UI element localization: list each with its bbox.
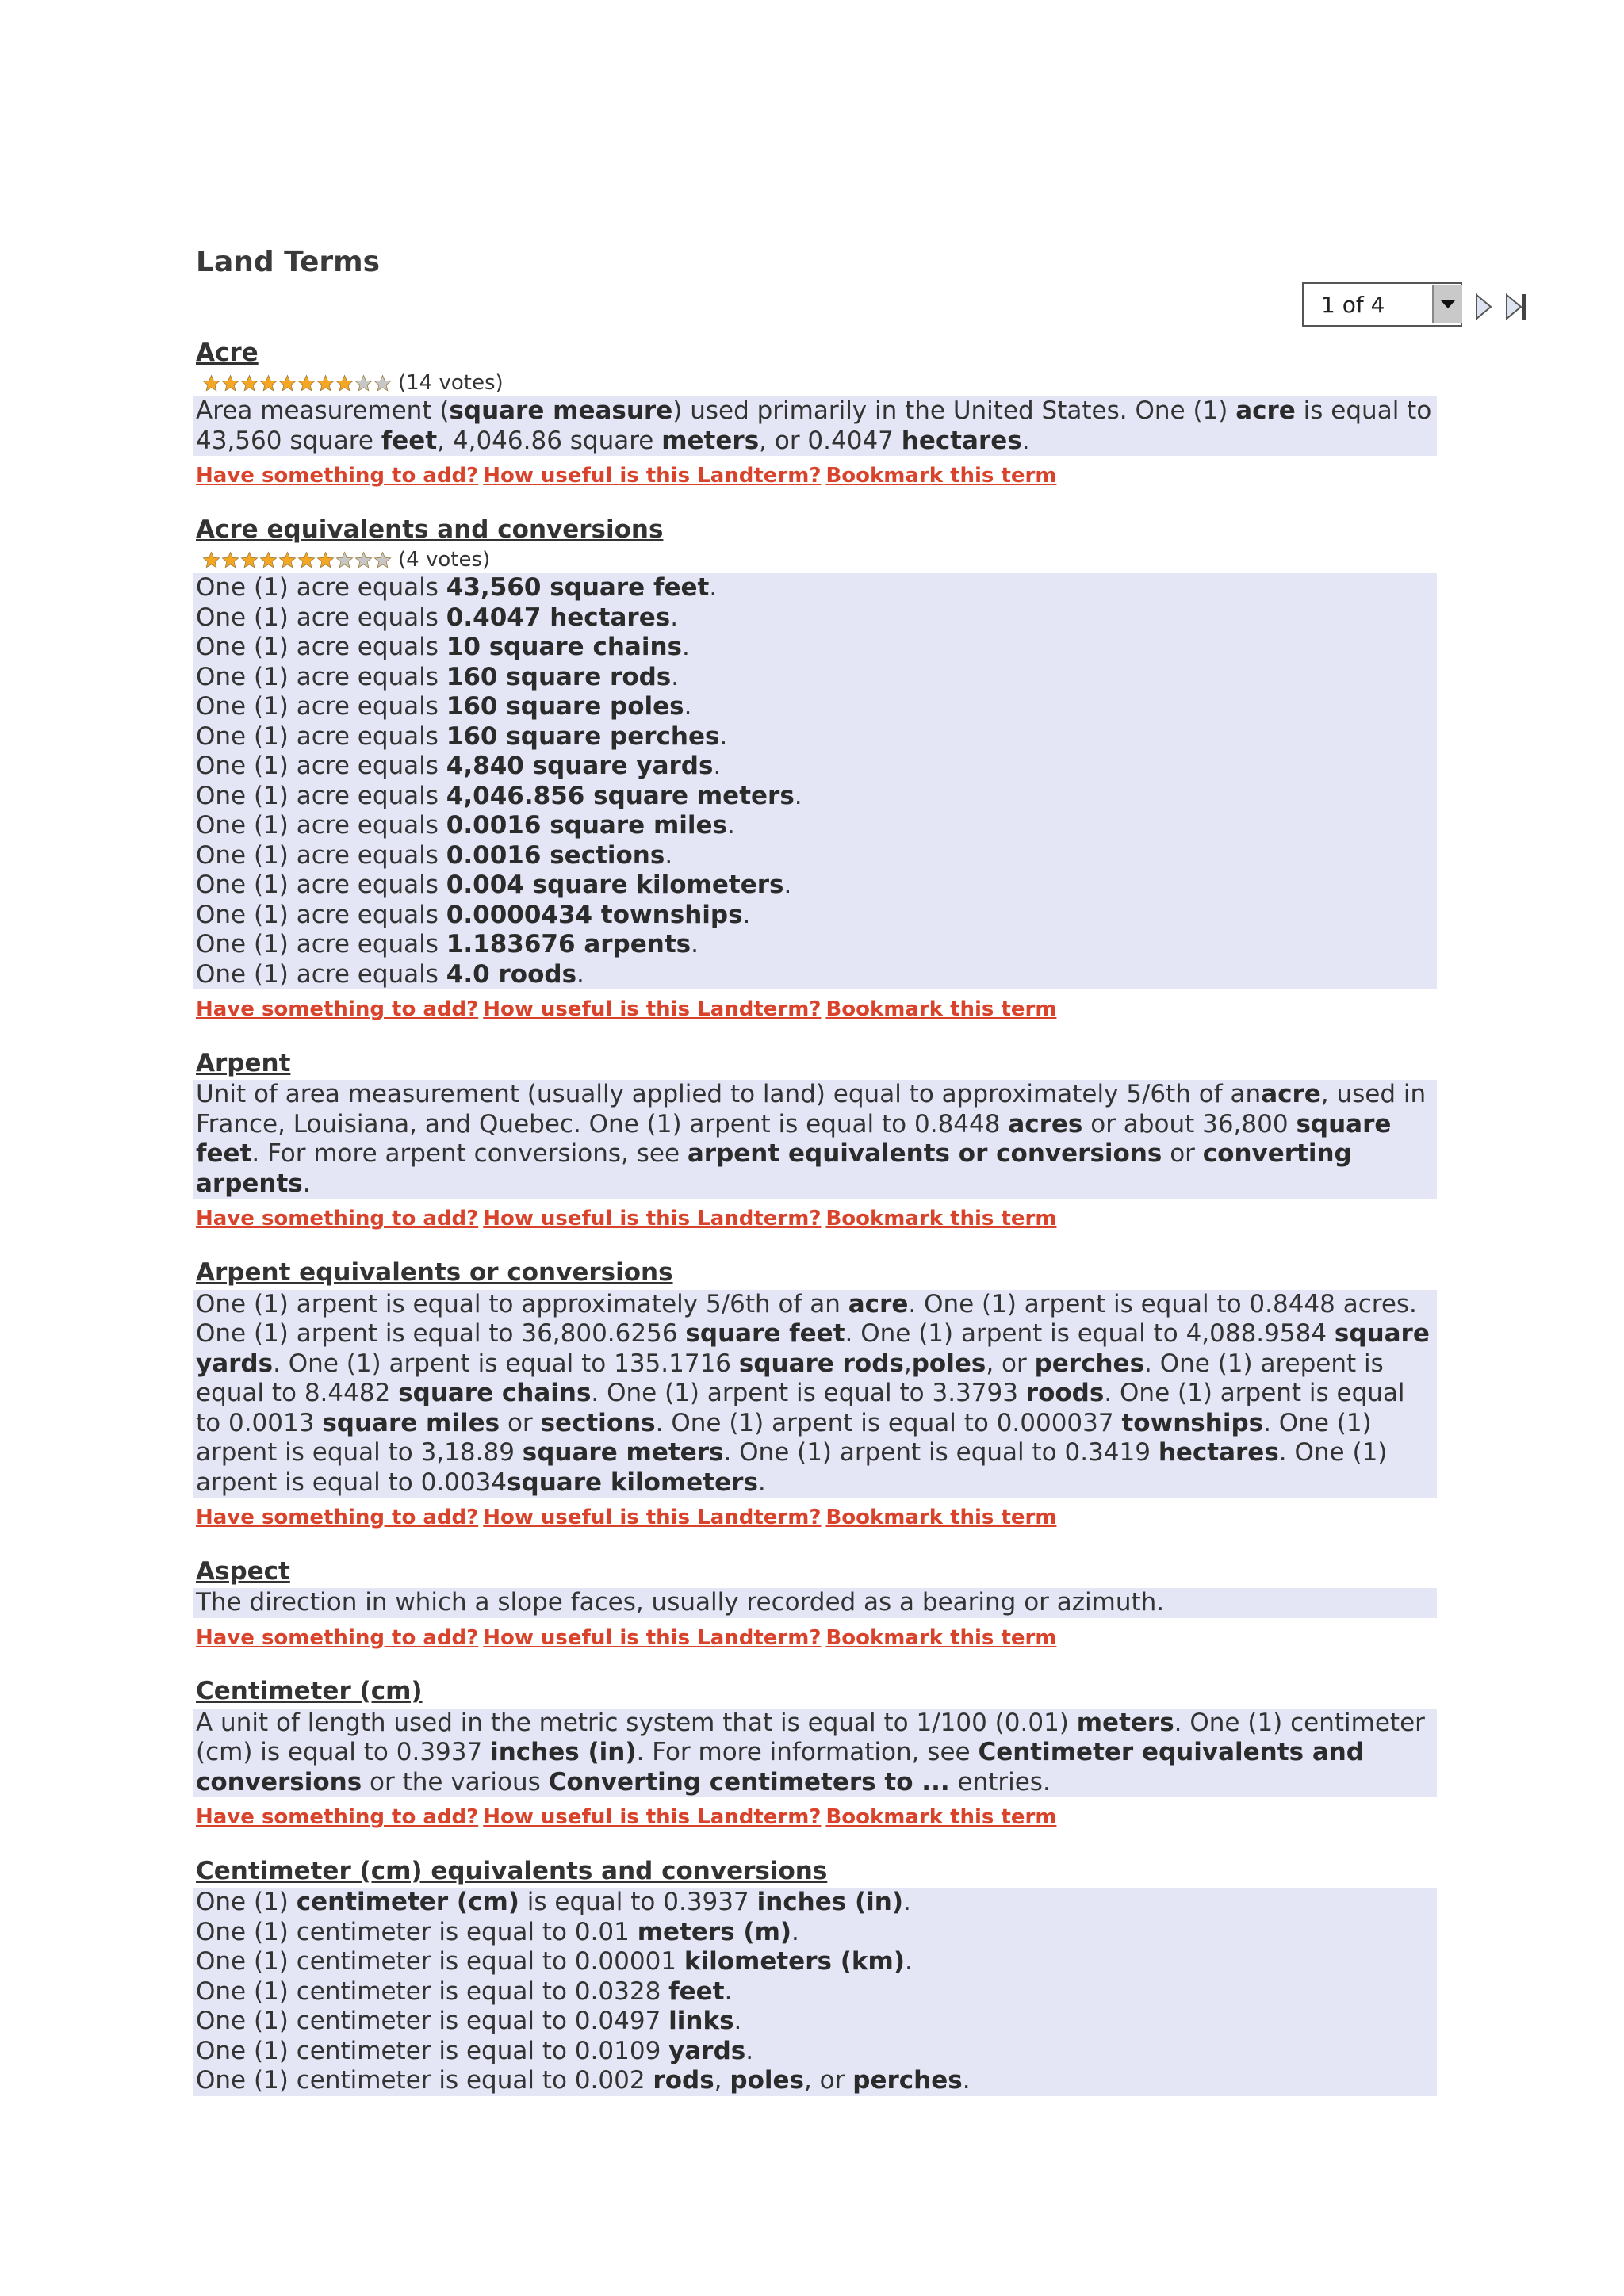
definition-keyword: 1.183676 arpents (446, 930, 691, 959)
bookmark-term-link[interactable]: Bookmark this term (825, 1506, 1057, 1530)
definition-text: One (1) centimeter is equal to 0.002 (196, 2066, 653, 2095)
add-comment-link[interactable]: Have something to add? (196, 1805, 479, 1830)
last-page-icon[interactable] (1504, 293, 1528, 321)
definition-text: One (1) acre equals (196, 752, 446, 781)
rate-term-link[interactable]: How useful is this Landterm? (483, 464, 822, 488)
definition-text: . (962, 2066, 971, 2095)
definition-text: . (670, 603, 679, 632)
pager (1108, 280, 1434, 327)
star-icon[interactable] (240, 374, 259, 392)
definition-text: One (1) acre equals (196, 633, 446, 662)
definition-text: . (713, 752, 722, 781)
star-rating[interactable] (202, 374, 392, 392)
star-rating[interactable] (202, 551, 392, 569)
term-actions (196, 1625, 1434, 1652)
definition-text: . For more information, see (636, 1738, 979, 1767)
bookmark-term-link[interactable]: Bookmark this term (825, 1207, 1057, 1231)
vote-count: (14 votes) (398, 371, 504, 396)
add-comment-link[interactable]: Have something to add? (196, 464, 479, 488)
definition-text: . One (1) centimeter (cm) is equal to 0.3937 (196, 1708, 1425, 1767)
definition-line (196, 841, 1434, 871)
definition-line (196, 782, 1434, 812)
term-entry (196, 1675, 1434, 1831)
definition-text: One (1) acre equals (196, 603, 446, 632)
star-icon[interactable] (259, 374, 278, 392)
definition-keyword: inches (in) (490, 1738, 637, 1767)
definition-keyword: yards (668, 2036, 746, 2065)
definition-keyword: kilometers (km) (684, 1947, 905, 1976)
definition-text: ) used primarily in the United States. One (1) (672, 396, 1236, 426)
term-definition (193, 573, 1437, 989)
definition-text: . (684, 692, 692, 721)
star-icon[interactable] (335, 551, 354, 569)
term-title-link[interactable]: Aspect (196, 1556, 290, 1586)
definition-keyword: meters (661, 426, 760, 455)
definition-text: , (903, 1349, 912, 1378)
definition-text: . For more arpent conversions, see (251, 1139, 688, 1169)
definition-keyword: poles (911, 1349, 986, 1378)
rate-term-link[interactable]: How useful is this Landterm? (483, 1805, 822, 1830)
next-page-icon[interactable] (1474, 293, 1493, 321)
definition-keyword: 0.0016 square miles (446, 811, 727, 840)
rate-term-link[interactable]: How useful is this Landterm? (483, 1506, 822, 1530)
term-title-link[interactable]: Arpent (196, 1049, 291, 1078)
star-icon[interactable] (354, 374, 373, 392)
add-comment-link[interactable]: Have something to add? (196, 1506, 479, 1530)
definition-keyword: sections (540, 1408, 656, 1437)
term-title-link[interactable]: Acre equivalents and conversions (196, 515, 664, 545)
definition-keyword: hectares (901, 426, 1022, 455)
definition-keyword: Centimeter equivalents and conversions (196, 1738, 1364, 1797)
rating (202, 369, 1434, 396)
definition-text: . (719, 721, 728, 751)
term-title-link[interactable]: Centimeter (cm) equivalents and conversions (196, 1857, 828, 1886)
definition-keyword: hectares (1158, 1438, 1279, 1468)
definition-text: , used in France, Louisiana, and Quebec. One (1) arpent is equal to 0.8448 (196, 1080, 1427, 1138)
definition-text: . (691, 930, 699, 959)
star-icon[interactable] (354, 551, 373, 569)
definition-text: . (671, 662, 680, 691)
star-icon[interactable] (373, 551, 392, 569)
definition-keyword: 0.004 square kilometers (446, 871, 784, 900)
rate-term-link[interactable]: How useful is this Landterm? (483, 1207, 822, 1231)
definition-keyword: poles (730, 2066, 804, 2095)
definition-keyword: 0.0016 sections (446, 840, 665, 870)
definition-text: . (724, 1976, 733, 2006)
definition-text: . One (1) arpent is equal to 135.1716 (273, 1349, 739, 1378)
definition-text: One (1) acre equals (196, 840, 446, 870)
definition-text: . (742, 900, 751, 929)
definition-line (196, 871, 1434, 901)
definition-text: . (791, 1917, 799, 1946)
add-comment-link[interactable]: Have something to add? (196, 1207, 479, 1231)
definition-line (196, 1290, 1434, 1498)
definition-keyword: perches (1034, 1349, 1145, 1378)
definition-line (196, 930, 1434, 960)
definition-line (196, 1080, 1434, 1199)
definition-keyword: acre (1261, 1080, 1321, 1109)
star-icon[interactable] (335, 374, 354, 392)
definition-text: . (794, 781, 802, 810)
term-definition (193, 1888, 1437, 2096)
definition-text: One (1) centimeter is equal to 0.0109 (196, 2036, 669, 2065)
definition-line (196, 573, 1434, 603)
definition-keyword: perches (852, 2066, 963, 2095)
star-icon[interactable] (259, 551, 278, 569)
definition-text: . One (1) arpent is equal to 0.8448 acres. One (1) arpent is equal to 36,800.6256 (196, 1289, 1417, 1349)
page-select[interactable] (1302, 282, 1462, 327)
definition-keyword: arpent equivalents or conversions (687, 1139, 1162, 1169)
definition-keyword: links (668, 2007, 734, 2036)
definition-keyword: 43,560 square feet (446, 573, 710, 603)
definition-keyword: Converting centimeters to ... (548, 1767, 950, 1797)
star-icon[interactable] (316, 374, 335, 392)
definition-text: . (709, 573, 718, 603)
definition-text: One (1) arpent is equal to approximately 5/6th of an (196, 1289, 848, 1318)
definition-keyword: 4,046.856 square meters (446, 781, 795, 810)
definition-line (196, 960, 1434, 990)
definition-text: or the various (362, 1767, 549, 1797)
definition-text: . One (1) arpent is equal to 0.0034 (196, 1438, 1388, 1497)
page-title: Land Terms (196, 246, 381, 278)
definition-keyword: feet (668, 1976, 725, 2006)
definition-text: One (1) acre equals (196, 573, 446, 603)
star-icon[interactable] (316, 551, 335, 569)
star-icon[interactable] (221, 551, 239, 569)
term-title-link[interactable]: Centimeter (cm) (196, 1677, 423, 1706)
definition-text: The direction in which a slope faces, usually recorded as a bearing or azimuth. (196, 1588, 1165, 1617)
definition-text: entries. (949, 1767, 1051, 1797)
definition-text: One (1) centimeter is equal to 0.00001 (196, 1947, 684, 1976)
definition-text: , 4,046.86 square (437, 426, 662, 455)
term-entry (196, 1556, 1434, 1652)
definition-keyword: meters (1076, 1708, 1174, 1737)
bookmark-term-link[interactable]: Bookmark this term (825, 1805, 1057, 1830)
definition-text: . One (1) arpent is equal to 0.3419 (723, 1438, 1159, 1468)
term-actions (196, 997, 1434, 1024)
term-actions (196, 1206, 1434, 1233)
definition-text: . One (1) arpent is equal to 4,088.9584 (845, 1319, 1335, 1349)
definition-text: Area measurement ( (196, 396, 450, 426)
definition-text: One (1) acre equals (196, 692, 446, 721)
star-icon[interactable] (202, 374, 220, 392)
definition-text: One (1) acre equals (196, 781, 446, 810)
add-comment-link[interactable]: Have something to add? (196, 1625, 479, 1650)
definition-keyword: 0.0000434 townships (446, 900, 743, 929)
bookmark-term-link[interactable]: Bookmark this term (825, 997, 1057, 1022)
term-actions (196, 1505, 1434, 1532)
definition-text: One (1) centimeter is equal to 0.0328 (196, 1976, 669, 2006)
definition-text: One (1) (196, 1888, 297, 1917)
definition-text: . (726, 811, 735, 840)
definition-keyword: acre (1235, 396, 1296, 426)
definition-keyword: 10 square chains (446, 633, 682, 662)
definition-text: is equal to 43,560 square (196, 396, 1432, 455)
definition-text: . (757, 1468, 766, 1497)
definition-keyword: square rods (738, 1349, 904, 1378)
definition-text: One (1) acre equals (196, 721, 446, 751)
term-definition (193, 1080, 1437, 1199)
definition-text: . (903, 1888, 911, 1917)
definition-line (196, 722, 1434, 752)
definition-keyword: roods (1025, 1379, 1105, 1408)
definition-keyword: centimeter (cm) (296, 1888, 519, 1917)
definition-text: is equal to 0.3937 (519, 1888, 757, 1917)
definition-text: . (302, 1169, 311, 1198)
definition-text: . (665, 840, 673, 870)
definition-line (196, 752, 1434, 782)
star-icon[interactable] (278, 551, 297, 569)
definition-keyword: converting arpents (196, 1139, 1352, 1198)
definition-text: . (733, 2007, 742, 2036)
definition-text: , (714, 2066, 730, 2095)
term-entry (196, 1855, 1434, 2096)
term-definition (193, 1588, 1437, 1618)
term-actions (196, 463, 1434, 490)
definition-text: A unit of length used in the metric system that is equal to 1/100 (0.01) (196, 1708, 1077, 1737)
definition-line (196, 901, 1434, 931)
definition-keyword: 0.4047 hectares (446, 603, 671, 632)
definition-line (196, 633, 1434, 663)
star-icon[interactable] (373, 374, 392, 392)
definition-keyword: square feet (685, 1319, 845, 1349)
definition-line (196, 663, 1434, 693)
definition-text: . One (1) arpent is equal to 0.000037 (655, 1408, 1122, 1437)
definition-keyword: feet (381, 426, 438, 455)
definition-text: . (905, 1947, 913, 1976)
star-icon[interactable] (202, 551, 220, 569)
definition-line (196, 1918, 1434, 1948)
definition-line (196, 692, 1434, 722)
definition-keyword: square kilometers (507, 1468, 758, 1497)
definition-text: , or (803, 2066, 853, 2095)
definition-text: One (1) acre equals (196, 930, 446, 959)
term-definition (193, 1709, 1437, 1798)
definition-keyword: rods (653, 2066, 714, 2095)
definition-line (196, 2037, 1434, 2067)
definition-text: One (1) centimeter is equal to 0.01 (196, 1917, 638, 1946)
definition-text: . (783, 871, 792, 900)
definition-text: . (745, 2036, 754, 2065)
definition-keyword: square yards (196, 1319, 1430, 1378)
definition-text: or about 36,800 (1082, 1109, 1297, 1138)
definition-keyword: 160 square poles (446, 692, 684, 721)
term-definition (193, 1290, 1437, 1498)
definition-line (196, 1588, 1434, 1618)
definition-text: or (1162, 1139, 1203, 1169)
definition-line (196, 396, 1434, 456)
term-entry (196, 1257, 1434, 1532)
term-title-link[interactable]: Arpent equivalents or conversions (196, 1258, 673, 1288)
definition-text: One (1) acre equals (196, 811, 446, 840)
definition-text: . One (1) arpent is equal to 3,18.89 (196, 1408, 1372, 1468)
definition-keyword: square measure (449, 396, 673, 426)
term-entry (196, 337, 1434, 490)
definition-keyword: square meters (522, 1438, 724, 1468)
definition-line (196, 811, 1434, 841)
definition-keyword: 160 square perches (446, 721, 720, 751)
definition-text: One (1) acre equals (196, 959, 446, 989)
definition-keyword: meters (m) (637, 1917, 792, 1946)
definition-line (196, 2066, 1434, 2096)
definition-line (196, 1888, 1434, 1918)
definition-text: Unit of area measurement (usually applied to land) equal to approximately 5/6th of an (196, 1080, 1262, 1109)
definition-line (196, 1977, 1434, 2007)
definition-keyword: townships (1121, 1408, 1264, 1437)
bookmark-term-link[interactable]: Bookmark this term (825, 1625, 1057, 1650)
definition-line (196, 1709, 1434, 1798)
definition-text: . (576, 959, 584, 989)
definition-text: One (1) acre equals (196, 662, 446, 691)
definition-keyword: square chains (398, 1379, 592, 1408)
rate-term-link[interactable]: How useful is this Landterm? (483, 1625, 822, 1650)
definition-text: . (681, 633, 690, 662)
definition-text: . One (1) arepent is equal to 8.4482 (196, 1349, 1384, 1408)
definition-line (196, 2007, 1434, 2037)
definition-keyword: 4.0 roods (446, 959, 577, 989)
definition-line (196, 603, 1434, 633)
star-icon[interactable] (221, 374, 239, 392)
definition-text: . One (1) arpent is equal to 0.0013 (196, 1379, 1405, 1437)
term-list (196, 337, 1434, 2120)
term-entry (196, 1047, 1434, 1233)
definition-text: One (1) acre equals (196, 900, 446, 929)
star-icon[interactable] (278, 374, 297, 392)
term-actions (196, 1804, 1434, 1831)
definition-keyword: acre (848, 1289, 909, 1318)
definition-keyword: square feet (196, 1109, 1392, 1169)
definition-keyword: inches (in) (756, 1888, 904, 1917)
term-title-link[interactable]: Acre (196, 339, 259, 367)
definition-keyword: 160 square rods (446, 662, 672, 691)
definition-text: . One (1) arpent is equal to 3.3793 (591, 1379, 1026, 1408)
rating (202, 546, 1434, 573)
definition-keyword: square miles (322, 1408, 500, 1437)
definition-text: One (1) centimeter is equal to 0.0497 (196, 2007, 669, 2036)
star-icon[interactable] (297, 551, 316, 569)
definition-text: . (1021, 426, 1030, 455)
definition-keyword: 4,840 square yards (446, 752, 714, 781)
definition-text: or (500, 1408, 541, 1437)
definition-text: , or (986, 1349, 1035, 1378)
bookmark-term-link[interactable]: Bookmark this term (825, 464, 1057, 488)
definition-text: , or 0.4047 (759, 426, 902, 455)
add-comment-link[interactable]: Have something to add? (196, 997, 479, 1022)
term-entry (196, 514, 1434, 1024)
star-icon[interactable] (240, 551, 259, 569)
term-definition (193, 396, 1437, 456)
definition-line (196, 1947, 1434, 1977)
star-icon[interactable] (297, 374, 316, 392)
definition-text: One (1) acre equals (196, 871, 446, 900)
definition-keyword: acres (1008, 1109, 1083, 1138)
rate-term-link[interactable]: How useful is this Landterm? (483, 997, 822, 1022)
vote-count: (4 votes) (398, 548, 491, 572)
